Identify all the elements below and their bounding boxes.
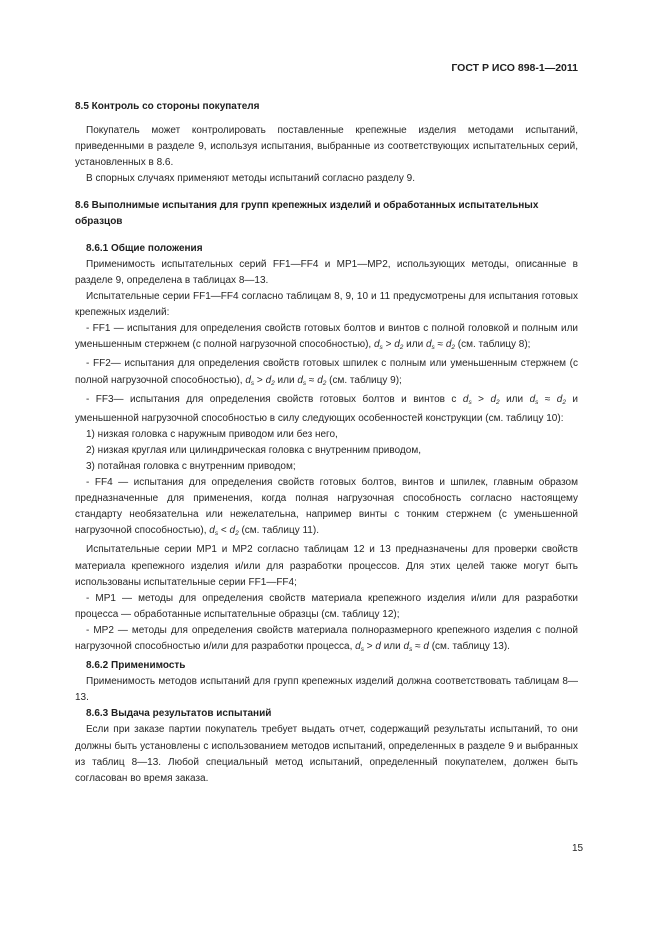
list-item-mp2: - MP2 — методы для определения свойств материала полноразмерного крепежного изделия с полной нагрузочной способностью и/или для разработки процесса, $d_s > d$ или $d_s \approx d$ (см. таблицу 13).: [75, 624, 578, 653]
list-item: 2) низкая круглая или цилиндрическая головка с внутренним приводом,: [86, 444, 421, 456]
paragraph: Покупатель может контролировать поставленные крепежные изделия методами испытаний, приведенными в разделе 9, используя испытания, выбранные из соответствующих испытательных серий, установленных в 8.6.: [75, 125, 578, 169]
paragraph: Применимость испытательных серий FF1—FF4 и MP1—MP2, использующих методы, описанные в разделе 9, определена в таблицах 8—13.: [75, 258, 578, 286]
list-item-ff2: - FF2— испытания для определения свойств готовых шпилек с полным или уменьшенным стержнем (с полной нагрузочной способностью), $d_s > d_2$ или $d_s \approx d_2$ (см. таблицу 9);: [75, 358, 578, 387]
paragraph: Испытательные серии MP1 и MP2 согласно таблицам 12 и 13 предназначены для проверки свойств материала крепежного изделия и/или для разработки процессов. Для этих целей также могут быть использованы испытательные серии FF1—FF4;: [75, 544, 578, 588]
list-item-ff3: - FF3— испытания для определения свойств готовых болтов и винтов с $d_s > d_2$ или $d_s \approx d_2$ и уменьшенной нагрузочной способностью в силу следующих особенностей конструкции (см. таблицу 10):: [75, 393, 578, 424]
list-item-ff1: - FF1 — испытания для определения свойств готовых болтов и винтов с полной головкой и полным или уменьшенным стержнем (с полной нагрузочной способностью), $d_s > d_2$ или $d_s \approx d_2$ (см. таблицу 8);: [75, 323, 578, 352]
heading-8-5: 8.5 Контроль со стороны покупателя: [75, 101, 260, 113]
paragraph: Применимость методов испытаний для групп крепежных изделий должна соответствовать таблицам 8—13.: [75, 676, 578, 704]
list-item: 3) потайная головка с внутренним приводом;: [86, 460, 296, 472]
paragraph: В спорных случаях применяют методы испытаний согласно разделу 9.: [86, 173, 416, 185]
paragraph: Если при заказе партии покупатель требует выдать отчет, содержащий результаты испытаний, то они должны быть установлены с использованием методов испытаний, определенных в разделе 9 и выбранных из таблиц 8—13. Любой специальный метод испытаний, определенный покупателем, должен быть согласован во время заказа.: [75, 724, 578, 784]
list-item: 1) низкая головка с наружным приводом или без него,: [86, 428, 338, 440]
heading-8-6-2: 8.6.2 Применимость: [86, 660, 186, 672]
page-number: 15: [572, 843, 584, 854]
list-item-mp1: - MP1 — методы для определения свойств материала крепежного изделия и/или для разработки процесса — обработанные испытательные образцы (см. таблицу 12);: [75, 592, 578, 620]
paragraph: Испытательные серии FF1—FF4 согласно таблицам 8, 9, 10 и 11 предусмотрены для испытания готовых крепежных изделий:: [75, 291, 578, 319]
heading-8-6: 8.6 Выполнимые испытания для групп крепежных изделий и обработанных испытательных образцов: [75, 199, 539, 227]
heading-8-6-1: 8.6.1 Общие положения: [86, 242, 203, 254]
standard-designation: ГОСТ Р ИСО 898-1—2011: [451, 62, 578, 74]
heading-8-6-3: 8.6.3 Выдача результатов испытаний: [86, 708, 272, 720]
list-item-ff4: - FF4 — испытания для определения свойств готовых болтов, винтов и шпилек, главным образом предназначенные для применения, когда полная нагрузочная способность согласно настоящему стандарту необязательна или нежелательна, например винты с тонким стержнем (с уменьшенной нагрузочной способностью), $d_s < d_2$ (см. таблицу 11).: [75, 477, 578, 538]
